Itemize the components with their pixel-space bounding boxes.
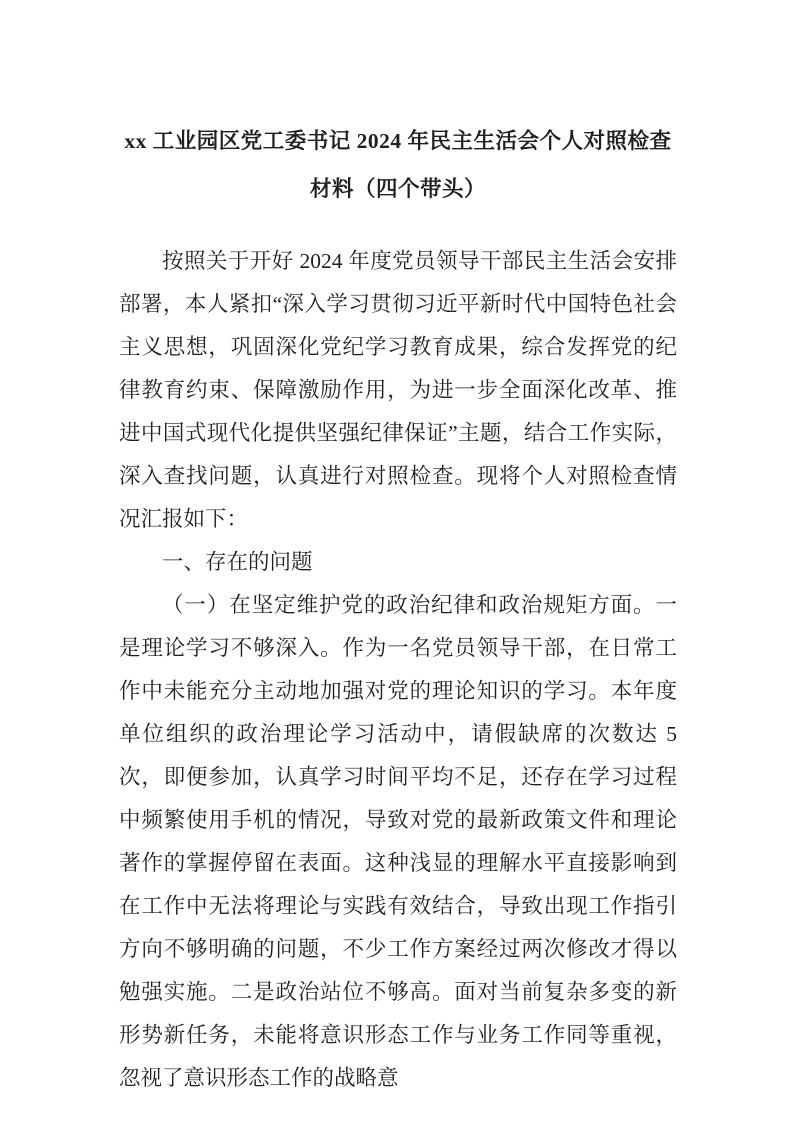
document-title: xx 工业园区党工委书记 2024 年民主生活会个人对照检查材料（四个带头） [124,129,672,201]
paragraph-intro: 按照关于开好 2024 年度党员领导干部民主生活会安排部署，本人紧扣“深入学习贯彻习近平新时代中国特色社会主义思想，巩固深化党纪学习教育成果，综合发挥党的纪律教育约束、保障激励作用，为进一步全面深化改革、推进中国式现代化提供坚强纪律保证”主题，结合工作实际，深入查找问题，认真进行对照检查。现将个人对照检查情况汇报如下： [119,249,677,531]
section-heading-problems: 一、存在的问题 [162,550,313,574]
document-body [119,240,677,1100]
paragraph-problem-detail: （一）在坚定维护党的政治纪律和政治规矩方面。一是理论学习不够深入。作为一名党员领导干部，在日常工作中未能充分主动地加强对党的理论知识的学习。本年度单位组织的政治理论学习活动中，请假缺席的次数达 5 次，即便参加，认真学习时间平均不足，还存在学习过程中频繁使用手机的情况，导致对党的最新政策文件和理论著作的掌握停留在表面。这种浅显的理解水平直接影响到在工作中无法将理论与实践有效结合，导致出现工作指引方向不够明确的问题，不少工作方案经过两次修改才得以勉强实施。二是政治站位不够高。面对当前复杂多变的新形势新任务，未能将意识形态工作与业务工作同等重视，忽视了意识形态工作的战略意 [119,593,677,1090]
